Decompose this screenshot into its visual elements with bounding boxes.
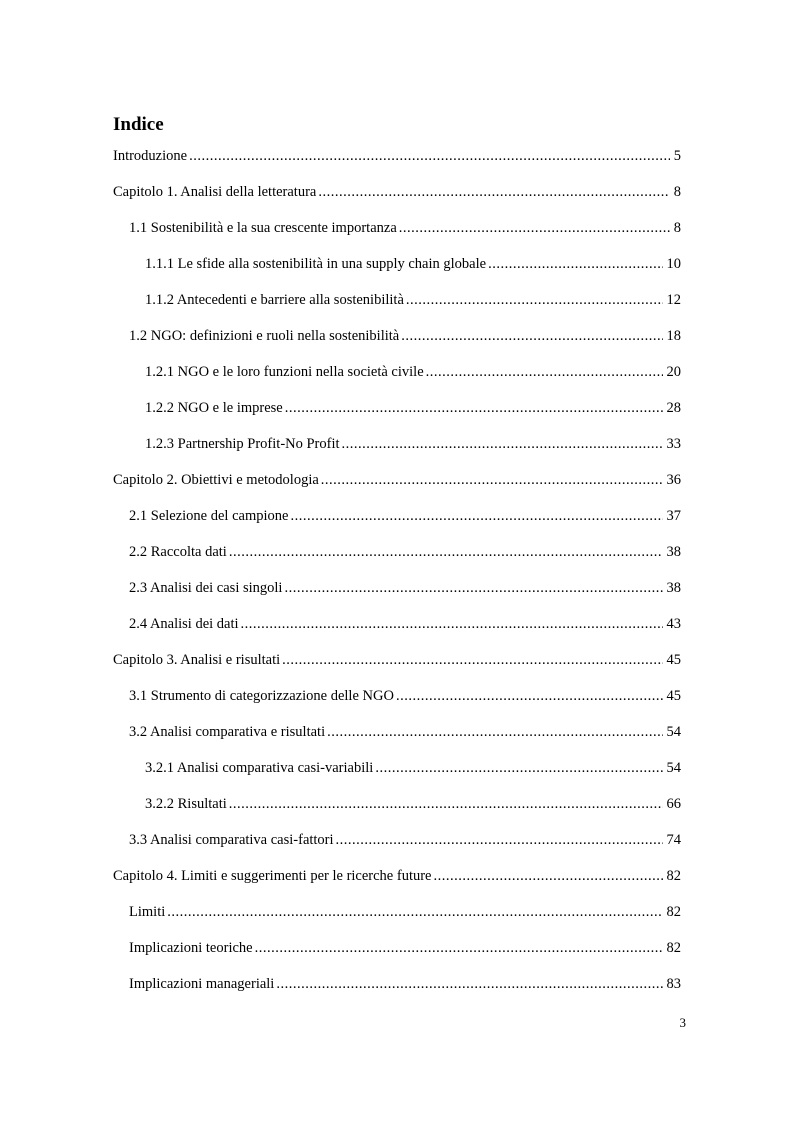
toc-dot-leader [426,360,663,384]
toc-entry-1-2-2[interactable] [113,396,681,432]
toc-dot-leader [229,540,663,564]
toc-dot-leader [399,216,670,240]
toc-entry-title: Capitolo 2. Obiettivi e metodologia [113,472,319,488]
toc-dot-leader [396,684,663,708]
toc-entry-title: 1.2.1 NGO e le loro funzioni nella società civile [145,364,424,380]
toc-entry-3-2-2[interactable] [113,792,681,828]
toc-entry-title: 2.3 Analisi dei casi singoli [129,580,283,596]
toc-entry-1-1-1[interactable] [113,252,681,288]
toc-entry-page: 43 [666,616,681,632]
toc-entry-title: 3.3 Analisi comparativa casi-fattori [129,832,334,848]
toc-entry-3-2[interactable] [113,720,681,756]
toc-dot-leader [255,936,663,960]
toc-dot-leader [434,864,663,888]
toc-entry-capitolo-3[interactable] [113,648,681,684]
toc-dot-leader [321,468,663,492]
toc-dot-leader [342,432,663,456]
toc-dot-leader [401,324,662,348]
toc-entry-page: 37 [666,508,681,524]
toc-entry-1-2-1[interactable] [113,360,681,396]
toc-heading: Indice [113,114,164,135]
toc-entry-title: 1.1.2 Antecedenti e barriere alla sostenibilità [145,292,404,308]
toc-entry-title: Capitolo 1. Analisi della letteratura [113,184,317,200]
toc-dot-leader [375,756,662,780]
toc-dot-leader [285,396,663,420]
toc-entry-page: 38 [666,544,681,560]
toc-entry-implicazioni-teoriche[interactable] [113,936,681,972]
toc-entry-title: 1.2.2 NGO e le imprese [145,400,283,416]
toc-entry-1-2-3[interactable] [113,432,681,468]
toc-dot-leader [241,612,663,636]
toc-entry-3-1[interactable] [113,684,681,720]
toc-entry-title: 1.1.1 Le sfide alla sostenibilità in una supply chain globale [145,256,487,272]
toc-dot-leader [282,648,662,672]
page-number: 3 [679,1015,686,1030]
toc-dot-leader [327,720,662,744]
toc-entry-title: 3.1 Strumento di categorizzazione delle NGO [129,688,394,704]
toc-dot-leader [488,252,662,276]
toc-entry-title: 1.2 NGO: definizioni e ruoli nella sostenibilità [129,328,400,344]
toc-entry-2-2[interactable] [113,540,681,576]
toc-entry-title: Implicazioni teoriche [129,940,253,956]
toc-entry-title: 3.2.2 Risultati [145,796,227,812]
toc-entry-title: 2.1 Selezione del campione [129,508,289,524]
toc-entry-page: 66 [666,796,681,812]
toc-dot-leader [189,144,670,168]
toc-entry-2-3[interactable] [113,576,681,612]
toc-entry-title: 3.2 Analisi comparativa e risultati [129,724,326,740]
toc-entry-page: 8 [673,220,681,236]
toc-dot-leader [229,792,663,816]
toc-entry-page: 36 [666,472,681,488]
toc-entry-2-1[interactable] [113,504,681,540]
toc-dot-leader [336,828,663,852]
toc-entry-page: 82 [666,940,681,956]
toc-dot-leader [318,180,669,204]
toc-entry-title: Limiti [129,904,166,920]
toc-dot-leader [276,972,662,996]
toc-entry-limiti[interactable] [113,900,681,936]
toc-entry-page: 45 [666,688,681,704]
toc-entry-page: 28 [666,400,681,416]
toc-entry-title: 2.4 Analisi dei dati [129,616,239,632]
toc-entry-introduzione[interactable] [113,144,681,180]
toc-entry-title: Capitolo 3. Analisi e risultati [113,652,281,668]
toc-entry-implicazioni-manageriali[interactable] [113,972,681,1008]
toc-dot-leader [167,900,662,924]
toc-dot-leader [406,288,663,312]
toc-entry-page: 45 [666,652,681,668]
toc-entry-title: Capitolo 4. Limiti e suggerimenti per le ricerche future [113,868,432,884]
toc-entry-title: Introduzione [113,148,188,164]
toc-entry-page: 18 [666,328,681,344]
toc-entry-page: 12 [666,292,681,308]
toc-entry-capitolo-2[interactable] [113,468,681,504]
toc-entry-3-3[interactable] [113,828,681,864]
toc-entry-page: 5 [673,148,681,164]
toc-entry-1-2[interactable] [113,324,681,360]
toc-entry-capitolo-4[interactable] [113,864,681,900]
toc-entry-page: 38 [666,580,681,596]
toc-entry-page: 54 [666,760,681,776]
toc-dot-leader [284,576,662,600]
toc-entry-page: 83 [666,976,681,992]
toc-entry-page: 33 [666,436,681,452]
toc-entry-3-2-1[interactable] [113,756,681,792]
toc-entry-page: 10 [666,256,681,272]
toc-entry-1-1-2[interactable] [113,288,681,324]
toc-entry-title: Implicazioni manageriali [129,976,275,992]
toc-entry-page: 8 [673,184,681,200]
toc-entry-2-4[interactable] [113,612,681,648]
toc-entry-1-1[interactable] [113,216,681,252]
toc-entry-page: 82 [666,868,681,884]
toc-dot-leader [290,504,662,528]
table-of-contents [113,144,681,1008]
toc-entry-title: 2.2 Raccolta dati [129,544,227,560]
toc-entry-title: 3.2.1 Analisi comparativa casi-variabili [145,760,374,776]
toc-entry-page: 74 [666,832,681,848]
toc-entry-page: 54 [666,724,681,740]
toc-entry-page: 82 [666,904,681,920]
toc-entry-title: 1.1 Sostenibilità e la sua crescente importanza [129,220,397,236]
toc-entry-capitolo-1[interactable] [113,180,681,216]
toc-entry-page: 20 [666,364,681,380]
toc-entry-title: 1.2.3 Partnership Profit-No Profit [145,436,340,452]
